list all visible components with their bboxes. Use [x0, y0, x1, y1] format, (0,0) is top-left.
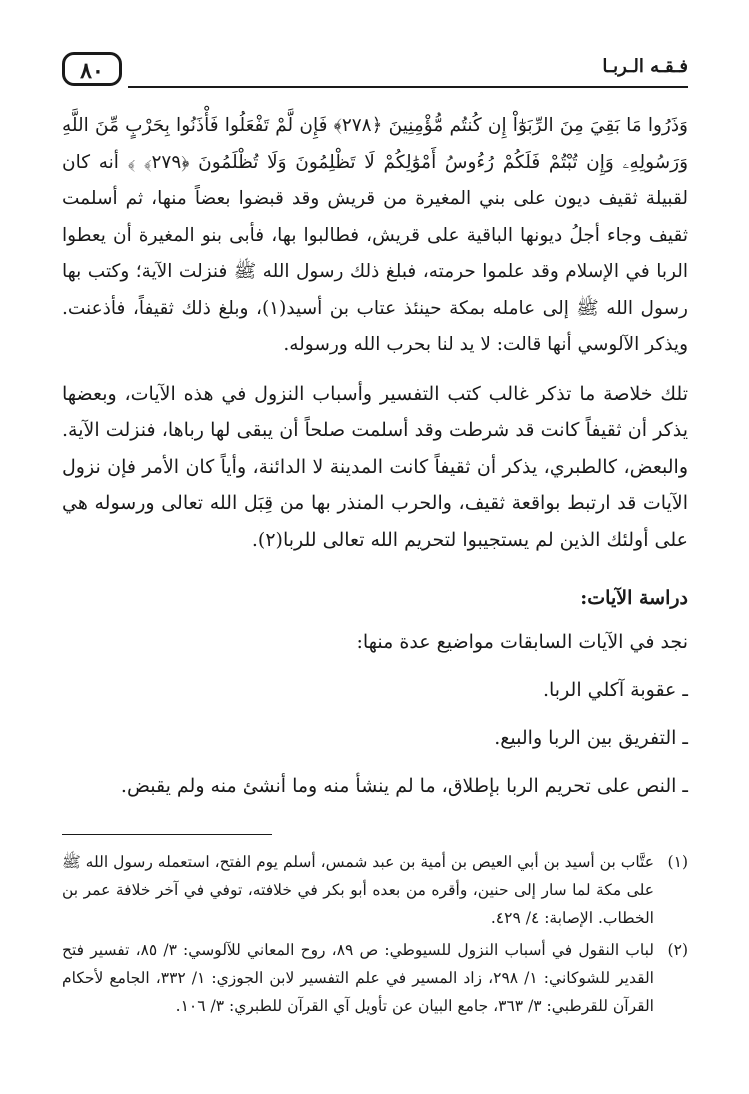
running-title: فـقـه الـربـا: [602, 56, 688, 77]
footnotes: [62, 848, 688, 1024]
main-text: [62, 108, 688, 810]
footnote-number: (١): [667, 853, 688, 871]
section-heading: دراسة الآيات:: [580, 587, 688, 609]
footnote: [62, 936, 688, 1020]
footnote-separator: [62, 834, 272, 835]
quran-and-context-paragraph: وَذَرُوا مَا بَقِيَ مِنَ الرِّبَوٰٓاْ إِن كُنتُم مُّؤْمِنِينَ ﴿٢٧٨﴾ فَإِن لَّمْ تَفْعَلُوا فَأْذَنُوا بِحَرْبٍ مِّنَ اللَّهِ وَرَسُولِهِۦ وَإِن تُبْتُمْ فَلَكُمْ رُءُوسُ أَمْوَٰلِكُمْ لَا تَظْلِمُونَ وَلَا تُظْلَمُونَ ﴿٢٧٩﴾ ﴾ أنه كان لقبيلة ثقيف ديون على بني المغيرة من قريش وقد قبضوا بعضاً منها، ثم أسلمت ثقيف وجاء أجلُ ديونها الباقية على قريش، فطالبوا بها، فأبى بنو المغيرة أن يعطوا الربا في الإسلام وقد علموا حرمته، فبلغ ذلك رسول الله ﷺ فنزلت الآية؛ وكتب بها رسول الله ﷺ إلى عامله بمكة حينئذ عتاب بن أسيد(١)، وبلغ ذلك ثقيفاً، فأذعنت. ويذكر الآلوسي أنها قالت: لا يد لنا بحرب الله ورسوله.: [62, 115, 689, 355]
intro-line: نجد في الآيات السابقات مواضيع عدة منها:: [356, 631, 688, 653]
page-header: [62, 52, 688, 90]
summary-paragraph: تلك خلاصة ما تذكر غالب كتب التفسير وأسباب النزول في هذه الآيات، وبعضها يذكر أن ثقيفاً كانت قد شرطت وقد أسلمت صلحاً أن يبقى لها رباها، فنزلت الآية. والبعض، كالطبري، يذكر أن ثقيفاً كانت المدينة لا الدائنة، وأياً كان الأمر فإن نزول الآيات قد ارتبط بواقعة ثقيف، والحرب المنذر بها من قِبَل الله تعالى ورسوله هي على أولئك الذين لم يستجيبوا لتحريم الله تعالى للربا(٢).: [62, 382, 688, 551]
footnote: [62, 848, 688, 932]
footnote-text: عتَّاب بن أسيد بن أبي العيص بن أمية بن عبد شمس، أسلم يوم الفتح، استعمله رسول الله ﷺ على مكة لما سار إلى حنين، وأقره من بعده أبو بكر في خلافته، توفي في آخر خلافة عمر بن الخطاب. الإصابة: ٤/ ٤٢٩.: [62, 853, 654, 927]
list-item: ـ التفريق بين الربا والبيع.: [494, 727, 688, 749]
page-number: ٨٠: [62, 52, 122, 86]
header-rule: [128, 86, 688, 88]
list-item: ـ النص على تحريم الربا بإطلاق، ما لم ينشأ منه وما أنشئ منه ولم يقبض.: [120, 775, 688, 797]
footnote-number: (٢): [667, 941, 688, 959]
list-item: ـ عقوبة آكلي الربا.: [542, 679, 688, 701]
footnote-text: لباب النقول في أسباب النزول للسيوطي: ص ٨٩، روح المعاني للآلوسي: ٣/ ٨٥، تفسير فتح القدير للشوكاني: ١/ ٢٩٨، زاد المسير في علم التفسير لابن الجوزي: ١/ ٣٣٢، الجامع لأحكام القرآن للقرطبي: ٣/ ٣٦٣، جامع البيان عن تأويل آي القرآن للطبري: ٣/ ١٠٦.: [62, 941, 654, 1015]
